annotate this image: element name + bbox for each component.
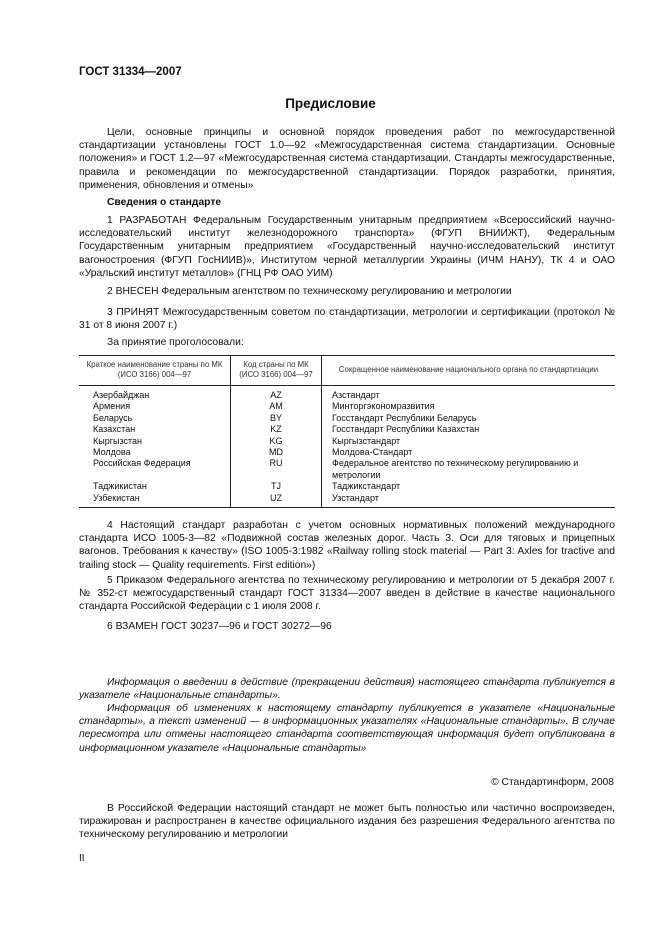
authority-cell: Таджикстандарт xyxy=(322,481,616,492)
notice-changes: Информация об изменениях к настоящему стандарту публикуется в указателе «Национальные стандарты», а текст изменений — в информационных указателях «Национальные стандарты». В случае пересмотра или отмены настоящего стандарта соответствующая информация будет опубликована в информационном указателе «Национальные стандарты» xyxy=(79,703,615,754)
code-cell: BY xyxy=(231,413,322,424)
item-3-adopted: 3 ПРИНЯТ Межгосударственным советом по стандартизации, метрологии и сертификации (протокол № 31 от 8 июня 2007 г.) xyxy=(79,307,615,332)
authority-cell: Азстандарт xyxy=(322,386,616,402)
authority-cell: Узстандарт xyxy=(322,493,616,508)
table-row xyxy=(79,458,615,481)
authority-cell: Госстандарт Республики Казахстан xyxy=(322,424,616,435)
table-row xyxy=(79,413,615,424)
country-cell: Российская Федерация xyxy=(93,458,191,469)
header-country: Краткое наименование страны по МК (ИСО 3166) 004—97 xyxy=(79,356,231,386)
code-cell: AM xyxy=(231,401,322,412)
item-2-introduced: 2 ВНЕСЕН Федеральным агентством по техническому регулированию и метрологии xyxy=(107,286,512,297)
voting-table xyxy=(79,355,615,508)
country-cell: Молдова xyxy=(93,447,131,458)
code-cell: TJ xyxy=(231,481,322,492)
header-code: Код страны по МК (ИСО 3166) 004—97 xyxy=(231,356,322,386)
country-cell: Армения xyxy=(93,401,131,412)
copyright: © Стандартинформ, 2008 xyxy=(491,777,614,788)
table-header-row xyxy=(79,356,615,386)
table-row xyxy=(79,447,615,458)
code-cell: KG xyxy=(231,436,322,447)
authority-cell: Молдова-Стандарт xyxy=(322,447,616,458)
table-row xyxy=(79,386,615,402)
table-row xyxy=(79,481,615,492)
vote-intro: За принятие проголосовали: xyxy=(107,337,244,348)
authority-cell: Госстандарт Республики Беларусь xyxy=(322,413,616,424)
document-code: ГОСТ 31334—2007 xyxy=(79,66,182,78)
code-cell: RU xyxy=(231,458,322,481)
code-cell: MD xyxy=(231,447,322,458)
page-title: Предисловие xyxy=(285,96,376,111)
table-row xyxy=(79,493,615,508)
notice-introduction: Информация о введении в действие (прекращении действия) настоящего стандарта публикуется в указателе «Национальные стандарты». xyxy=(79,677,615,702)
authority-cell: Кыргызстандарт xyxy=(322,436,616,447)
item-6-replaces: 6 ВЗАМЕН ГОСТ 30237—96 и ГОСТ 30272—96 xyxy=(107,621,332,632)
info-heading: Сведения о стандарте xyxy=(107,197,222,208)
country-cell: Азербайджан xyxy=(93,390,150,400)
code-cell: UZ xyxy=(231,493,322,508)
item-1-developed: 1 РАЗРАБОТАН Федеральным Государственным унитарным предприятием «Всероссийский научно-исследовательский институт железнодорожного транспорта» (ФГУП ВНИИЖТ), Федеральным Государственным унитарным предприятием «Государственный научно-исследовательский институт вагоностроения (ФГУП ГосНИИВ)», Институтом черной металлургии Украины (ИЧМ НАНУ), ТК 4 и ОАО «Уральский институт металлов» (ГНЦ РФ ОАО УИМ) xyxy=(79,215,615,279)
country-cell: Узбекистан xyxy=(79,493,231,508)
country-cell: Казахстан xyxy=(93,424,136,435)
item-5-order: 5 Приказом Федерального агентства по техническому регулированию и метрологии от 5 декабря 2007 г. № 352-ст межгосударственный стандарт ГОСТ 31334—2007 введен в действие в качестве национального стандарта Российской Федерации с 1 июля 2008 г. xyxy=(79,575,615,613)
code-cell: KZ xyxy=(231,424,322,435)
item-4-basis: 4 Настоящий стандарт разработан с учетом основных нормативных положений международного стандарта ИСО 1005-3—82 «Подвижной состав железных дорог. Часть 3. Оси для тяговых и прицепных вагонов. Требования к качеству» (ISO 1005-3:1982 «Railway rolling stock material — Part 3: Axles for tractive and trailing stock — Quality requirements. First edition») xyxy=(79,520,615,571)
table-row xyxy=(79,436,615,447)
country-cell: Беларусь xyxy=(93,412,133,423)
header-authority: Сокращенное наименование национального органа по стандартизации xyxy=(322,356,616,386)
authority-cell: Минторгэкономразвития xyxy=(322,401,616,412)
page-number: II xyxy=(79,853,85,864)
country-cell: Кыргызстан xyxy=(93,435,142,446)
intro-paragraph: Цели, основные принципы и основной порядок проведения работ по межгосударственной стандартизации установлены ГОСТ 1.0—92 «Межгосударственная система стандартизации. Основные положения» и ГОСТ 1.2—97 «Межгосударственная система стандартизации. Стандарты межгосударственные, правила и рекомендации по межгосударственной стандартизации. Порядок разработки, принятия, применения, обновления и отмены» xyxy=(79,127,615,191)
table-row xyxy=(79,424,615,435)
code-cell: AZ xyxy=(231,386,322,402)
country-cell: Таджикистан xyxy=(93,481,147,492)
restriction-paragraph: В Российской Федерации настоящий стандарт не может быть полностью или частично воспроизведен, тиражирован и распространен в качестве официального издания без разрешения Федерального агентства по техническому регулированию и метрологии xyxy=(79,803,615,841)
authority-cell: Федеральное агентство по техническому регулированию и метрологии xyxy=(322,458,616,481)
table-row xyxy=(79,401,615,412)
